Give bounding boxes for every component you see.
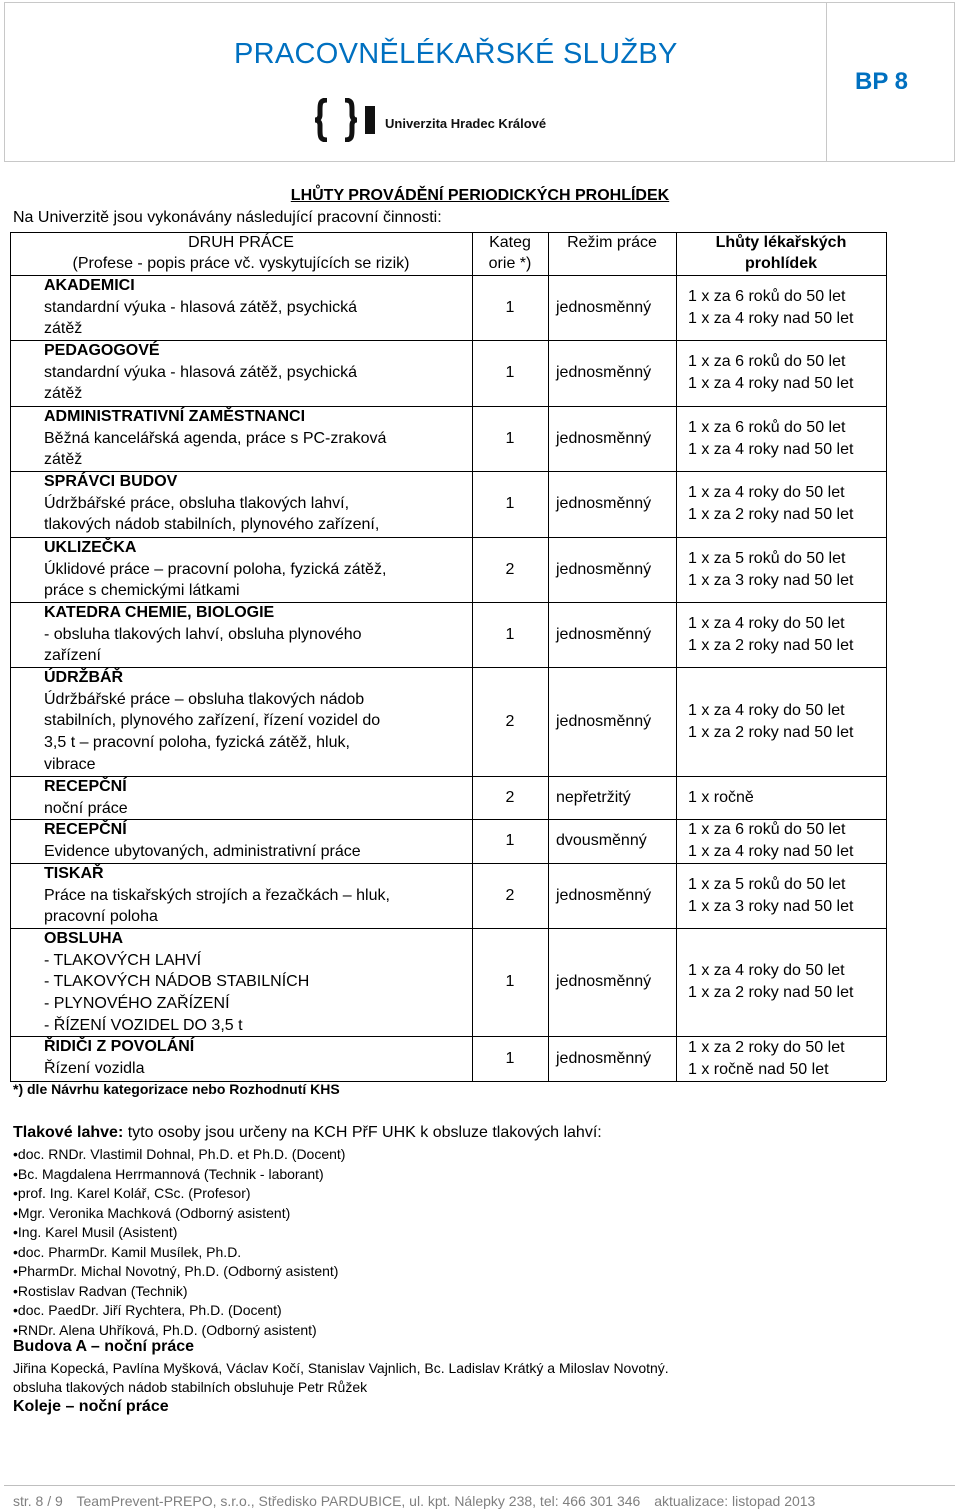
row-title: PEDAGOGOVÉ: [44, 342, 160, 359]
university-name: Univerzita Hradec Králové: [385, 116, 547, 131]
row-description: stabilních, plynového zařízení, řízení vozidel do: [44, 712, 381, 730]
row-term: 1 x za 4 roky do 50 let: [688, 962, 845, 980]
row-description: - PLYNOVÉHO ZAŘÍZENÍ: [44, 995, 230, 1013]
row-regime: jednosměnný: [556, 298, 652, 316]
row-regime: jednosměnný: [556, 495, 652, 512]
row-term: 1 x za 2 roky do 50 let: [688, 1038, 845, 1056]
row-regime: jednosměnný: [556, 560, 652, 578]
building-a-names: Jiřina Kopecká, Pavlína Myšková, Václav Kočí, Stanislav Vajnlich, Bc. Ladislav Krátký a Miloslav Novotný.: [13, 1360, 669, 1376]
row-description: - obsluha tlakových lahví, obsluha plynového: [44, 625, 362, 643]
row-category: 1: [505, 429, 515, 447]
row-title: KATEDRA CHEMIE, BIOLOGIE: [44, 604, 275, 621]
table-column-rule: [548, 232, 549, 1081]
row-description: Evidence ubytovaných, administrativní práce: [44, 842, 361, 860]
person-item: •Mgr. Veronika Machková (Odborný asistent): [13, 1204, 291, 1221]
row-description: noční práce: [44, 799, 128, 817]
row-category: 1: [505, 364, 515, 381]
table-rule: [10, 667, 886, 668]
section-title: LHŮTY PROVÁDĚNÍ PERIODICKÝCH PROHLÍDEK: [290, 187, 670, 204]
row-regime: jednosměnný: [556, 712, 652, 730]
row-description: - ŘÍZENÍ VOZIDEL DO 3,5 t: [44, 1016, 243, 1034]
dormitories-heading: Koleje – noční práce: [13, 1398, 169, 1415]
row-term: 1 x za 6 roků do 50 let: [688, 821, 846, 839]
row-term: 1 x za 6 roků do 50 let: [688, 353, 846, 371]
row-regime: jednosměnný: [556, 886, 652, 904]
row-term: 1 x za 4 roky do 50 let: [688, 614, 845, 632]
row-category: 1: [505, 495, 515, 512]
row-description: zátěž: [44, 451, 83, 469]
authorized-persons-list: [13, 1145, 345, 1340]
row-term: 1 x za 2 roky nad 50 let: [688, 723, 854, 741]
footer-divider: [4, 1485, 955, 1486]
footer-company: TeamPrevent-PREPO, s.r.o., Středisko PARDUBICE, ul. kpt. Nálepky 238, tel: 466 301 346: [76, 1493, 641, 1509]
row-term: 1 x za 2 roky nad 50 let: [688, 506, 854, 523]
row-term: 1 x za 4 roky nad 50 let: [688, 440, 854, 458]
table-rule: [10, 776, 886, 777]
header-work-type: DRUH PRÁCE: [188, 234, 294, 251]
university-logo-icon: [315, 98, 379, 142]
person-item: •RNDr. Alena Uhříková, Ph.D. (Odborný asistent): [13, 1321, 317, 1338]
person-item: •doc. RNDr. Vlastimil Dohnal, Ph.D. et Ph.D. (Docent): [13, 1146, 346, 1162]
row-title: UKLIZEČKA: [44, 539, 137, 556]
person-item: •doc. PaedDr. Jiří Rychtera, Ph.D. (Docent): [13, 1302, 282, 1318]
row-description: - TLAKOVÝCH LAHVÍ: [44, 951, 202, 969]
row-term: 1 x za 6 roků do 50 let: [688, 287, 846, 305]
row-description: - TLAKOVÝCH NÁDOB STABILNÍCH: [44, 973, 310, 991]
row-category: 1: [505, 298, 515, 316]
document-title: PRACOVNĚLÉKAŘSKÉ SLUŽBY: [234, 38, 678, 70]
row-description: Řízení vozidla: [44, 1059, 145, 1077]
row-term: 1 x za 5 roků do 50 let: [688, 875, 846, 893]
header-category: Kateg: [489, 234, 531, 251]
building-a-heading: Budova A – noční práce: [13, 1338, 195, 1355]
row-term: 1 x za 2 roky nad 50 let: [688, 636, 854, 654]
table-column-rule: [472, 232, 473, 1081]
footer-page: str. 8 / 9: [13, 1493, 63, 1509]
row-description: vibrace: [44, 755, 96, 773]
row-category: 1: [505, 625, 515, 643]
row-title: OBSLUHA: [44, 930, 124, 947]
row-title: SPRÁVCI BUDOV: [44, 473, 178, 490]
intro-text: Na Univerzitě jsou vykonávány následující pracovní činnosti:: [13, 209, 442, 226]
row-description: zátěž: [44, 385, 83, 403]
row-category: 1: [505, 973, 515, 990]
row-description: standardní výuka - hlasová zátěž, psychická: [44, 298, 358, 316]
row-term: 1 x za 4 roky nad 50 let: [688, 375, 854, 392]
row-title: AKADEMICI: [44, 277, 135, 294]
table-rule: [10, 275, 886, 276]
header-work-type-note: (Profese - popis práce vč. vyskytujících se rizik): [72, 255, 410, 272]
pressure-bottles-label: Tlakové lahve:: [13, 1124, 124, 1141]
row-regime: jednosměnný: [556, 625, 652, 643]
person-item: •doc. PharmDr. Kamil Musílek, Ph.D.: [13, 1243, 242, 1260]
table-column-rule: [10, 232, 11, 1081]
person-item: •Rostislav Radvan (Technik): [13, 1282, 188, 1299]
row-category: 2: [505, 788, 515, 806]
row-description: zařízení: [44, 647, 101, 665]
row-title: ADMINISTRATIVNÍ ZAMĚSTNANCI: [44, 408, 306, 425]
row-term: 1 x ročně: [688, 788, 754, 806]
row-category: 2: [505, 886, 515, 904]
person-item: •Ing. Karel Musil (Asistent): [13, 1224, 178, 1240]
row-term: 1 x ročně nad 50 let: [688, 1060, 829, 1078]
header-terms: Lhůty lékařských: [715, 234, 847, 251]
row-term: 1 x za 4 roky nad 50 let: [688, 843, 854, 860]
building-a-note: obsluha tlakových nádob stabilních obsluhuje Petr Růžek: [13, 1379, 368, 1395]
row-title: ŘIDIČI Z POVOLÁNÍ: [44, 1038, 195, 1055]
row-term: 1 x za 4 roky do 50 let: [688, 701, 845, 719]
row-term: 1 x za 3 roky nad 50 let: [688, 571, 854, 589]
row-description: zátěž: [44, 320, 83, 338]
row-description: 3,5 t – pracovní poloha, fyzická zátěž, hluk,: [44, 734, 350, 752]
row-description: Údržbářské práce – obsluha tlakových nádob: [44, 690, 365, 708]
header-category-2: orie *): [488, 255, 532, 272]
row-title: RECEPČNÍ: [44, 821, 127, 838]
row-term: 1 x za 3 roky nad 50 let: [688, 897, 854, 915]
row-regime: nepřetržitý: [556, 788, 631, 806]
row-regime: jednosměnný: [556, 429, 652, 447]
table-rule: [10, 537, 886, 538]
header-divider: [826, 3, 827, 161]
footer-updated: aktualizace: listopad 2013: [654, 1493, 816, 1509]
row-regime: jednosměnný: [556, 364, 652, 381]
row-description: Úklidové práce – pracovní poloha, fyzická zátěž,: [44, 560, 387, 578]
row-category: 1: [505, 832, 515, 849]
row-description: tlakových nádob stabilních, plynového zařízení,: [44, 516, 380, 534]
row-term: 1 x za 5 roků do 50 let: [688, 549, 846, 567]
table-footnote: *) dle Návrhu kategorizace nebo Rozhodnutí KHS: [13, 1081, 340, 1097]
person-item: •Bc. Magdalena Herrmannová (Technik - laborant): [13, 1165, 324, 1182]
row-term: 1 x za 6 roků do 50 let: [688, 418, 846, 436]
row-category: 2: [505, 712, 515, 730]
table-column-rule: [676, 232, 677, 1081]
row-category: 1: [505, 1049, 515, 1067]
pressure-bottles-text: tyto osoby jsou určeny na KCH PřF UHK k obsluze tlakových lahví:: [123, 1124, 602, 1141]
page-footer: [13, 1493, 825, 1509]
row-description: Údržbářské práce, obsluha tlakových lahví,: [44, 494, 350, 512]
row-category: 2: [505, 560, 515, 578]
row-regime: jednosměnný: [556, 973, 652, 990]
table-column-rule: [886, 232, 887, 1081]
document-header: [4, 2, 955, 162]
pressure-bottles-intro: [13, 1124, 602, 1142]
row-term: 1 x za 4 roky do 50 let: [688, 484, 845, 502]
row-regime: dvousměnný: [556, 832, 647, 849]
person-item: •PharmDr. Michal Novotný, Ph.D. (Odborný asistent): [13, 1263, 339, 1279]
row-title: RECEPČNÍ: [44, 778, 127, 795]
row-description: pracovní poloha: [44, 908, 158, 926]
row-term: 1 x za 4 roky nad 50 let: [688, 309, 854, 327]
row-term: 1 x za 2 roky nad 50 let: [688, 984, 854, 1001]
row-description: standardní výuka - hlasová zátěž, psychická: [44, 363, 358, 381]
person-item: •prof. Ing. Karel Kolář, CSc. (Profesor): [13, 1185, 251, 1201]
page-code: BP 8: [855, 68, 908, 95]
row-regime: jednosměnný: [556, 1049, 652, 1067]
row-title: TISKAŘ: [44, 865, 104, 882]
row-description: Práce na tiskařských strojích a řezačkách – hluk,: [44, 886, 390, 904]
row-description: Běžná kancelářská agenda, práce s PC-zraková: [44, 429, 387, 447]
header-regime: Režim práce: [567, 234, 657, 251]
row-title: ÚDRŽBÁŘ: [44, 669, 124, 686]
row-description: práce s chemickými látkami: [44, 582, 240, 600]
table-rule: [10, 863, 886, 864]
header-terms-2: prohlídek: [744, 255, 817, 272]
